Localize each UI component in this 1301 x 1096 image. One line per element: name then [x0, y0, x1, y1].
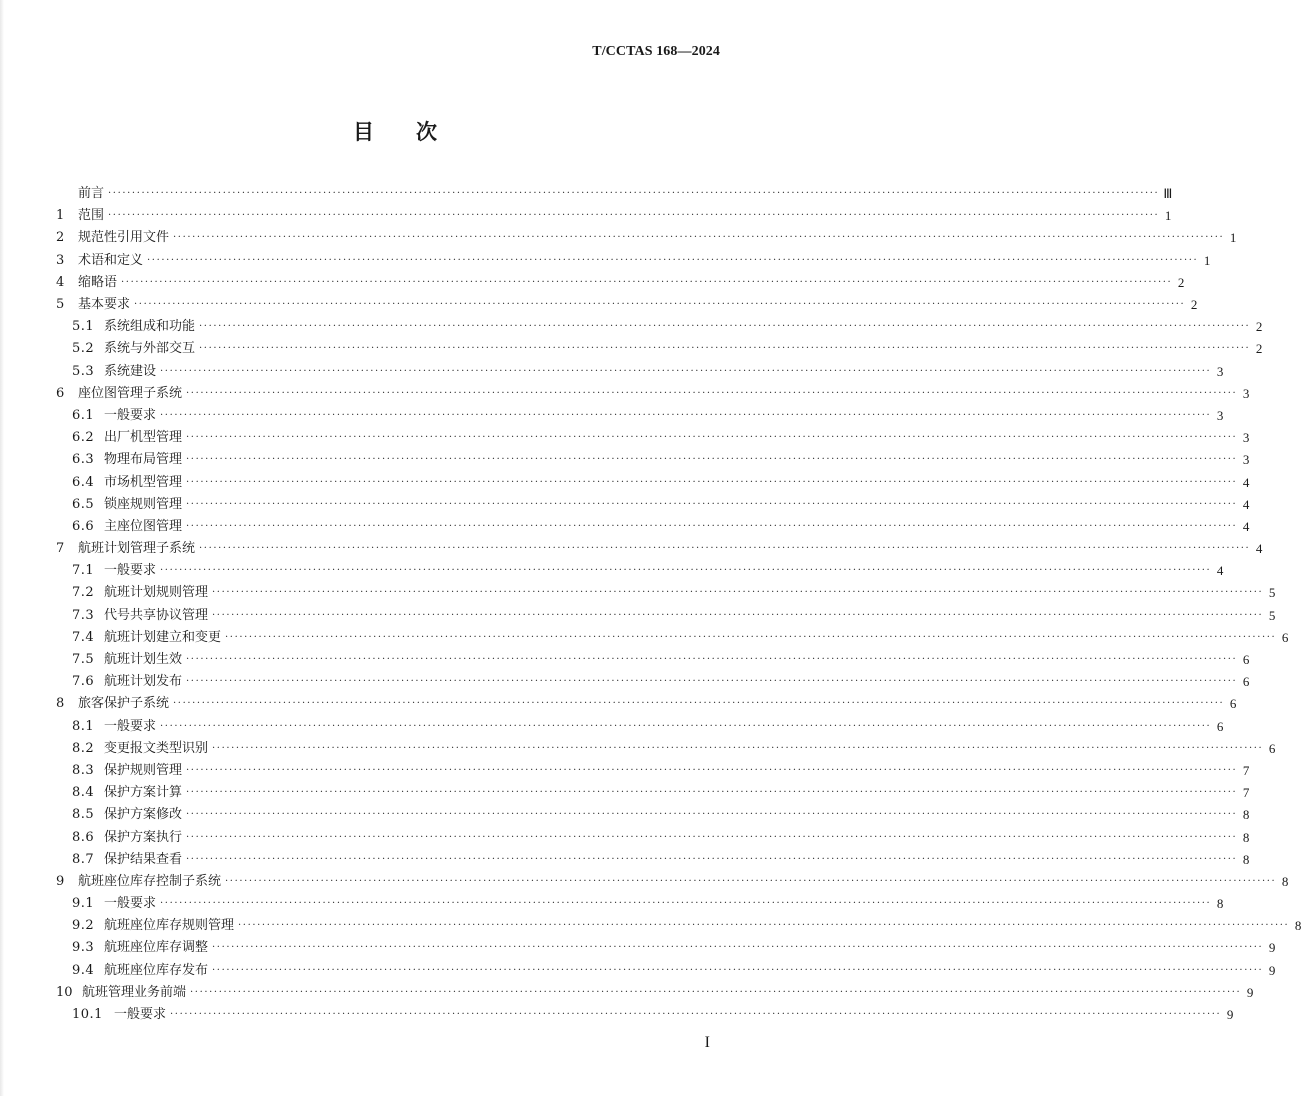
toc-entry-label: 一般要求 [114, 1007, 167, 1023]
toc-entry-label: 航班计划生效 [104, 652, 183, 668]
toc-entry-number: 7.5 [72, 652, 95, 668]
toc-entry-label: 航班座位库存规则管理 [104, 918, 235, 934]
toc-entry-page: 6 [1281, 629, 1289, 645]
toc-entry-label: 旅客保护子系统 [78, 696, 170, 712]
toc-entry-label: 一般要求 [104, 563, 157, 579]
table-of-contents [56, 183, 1301, 1026]
toc-dot-leader: ···························································································································································································································· [108, 210, 1160, 222]
toc-entry-number: 7.3 [72, 607, 95, 623]
toc-dot-leader: ···························································································································································································································· [160, 898, 1212, 910]
toc-entry-label: 座位图管理子系统 [78, 385, 183, 401]
toc-entry-page: 6 [1242, 652, 1250, 668]
toc-entry-number: 8.7 [72, 851, 95, 867]
toc-entry-number: 9.4 [72, 962, 95, 978]
toc-entry-page: 5 [1268, 585, 1276, 601]
toc-entry-number: 5 [56, 297, 65, 313]
toc-dot-leader: ···························································································································································································································· [212, 609, 1264, 621]
toc-entry-page: Ⅲ [1163, 186, 1173, 202]
toc-dot-leader: ···························································································································································································································· [199, 543, 1251, 555]
toc-dot-leader: ···························································································································································································································· [238, 920, 1290, 932]
toc-entry[interactable] [56, 227, 1237, 249]
toc-entry[interactable] [56, 405, 1224, 427]
toc-dot-leader: ···························································································································································································································· [186, 764, 1238, 776]
toc-dot-leader: ···························································································································································································································· [170, 1009, 1222, 1021]
toc-entry-page: 6 [1268, 740, 1276, 756]
toc-entry-label: 代号共享协议管理 [104, 607, 209, 623]
toc-entry-number: 8 [56, 696, 65, 712]
toc-entry-number: 10 [56, 984, 73, 1000]
toc-entry[interactable] [56, 937, 1276, 959]
toc-entry-page: 6 [1216, 718, 1224, 734]
toc-entry[interactable] [56, 449, 1250, 471]
toc-dot-leader: ···························································································································································································································· [134, 299, 1186, 311]
toc-entry-label: 一般要求 [104, 718, 157, 734]
toc-entry-number: 6.4 [72, 474, 95, 490]
toc-entry[interactable] [56, 494, 1250, 516]
toc-dot-leader: ···························································································································································································································· [212, 587, 1264, 599]
toc-entry-number: 4 [56, 274, 65, 290]
toc-entry[interactable] [56, 693, 1237, 715]
page-title: 目次 [353, 119, 479, 144]
toc-dot-leader: ···························································································································································································································· [108, 188, 1160, 200]
toc-entry[interactable] [56, 427, 1250, 449]
toc-dot-leader: ···························································································································································································································· [147, 254, 1199, 266]
toc-entry-label: 航班计划规则管理 [104, 585, 209, 601]
toc-entry[interactable] [56, 738, 1276, 760]
toc-entry-label: 保护方案计算 [104, 785, 183, 801]
toc-entry[interactable] [56, 250, 1211, 272]
toc-entry-label: 主座位图管理 [104, 518, 183, 534]
toc-entry[interactable] [56, 716, 1224, 738]
toc-entry-page: 9 [1268, 962, 1276, 978]
toc-entry-number: 5.2 [72, 341, 95, 357]
toc-entry-number: 7 [56, 541, 65, 557]
toc-entry[interactable] [56, 361, 1224, 383]
toc-entry[interactable] [56, 982, 1254, 1004]
toc-entry[interactable] [56, 627, 1289, 649]
toc-entry[interactable] [56, 560, 1224, 582]
toc-entry-page: 3 [1242, 452, 1250, 468]
toc-entry-page: 7 [1242, 785, 1250, 801]
toc-entry-number: 6.6 [72, 518, 95, 534]
toc-entry[interactable] [56, 782, 1250, 804]
toc-dot-leader: ···························································································································································································································· [186, 387, 1238, 399]
toc-dot-leader: ···························································································································································································································· [186, 454, 1238, 466]
toc-dot-leader: ···························································································································································································································· [186, 476, 1238, 488]
toc-entry[interactable] [56, 960, 1276, 982]
page-number: I [704, 1034, 710, 1051]
toc-entry-page: 8 [1294, 918, 1301, 934]
toc-dot-leader: ···························································································································································································································· [173, 698, 1225, 710]
toc-entry[interactable] [56, 383, 1250, 405]
toc-entry-number: 8.1 [72, 718, 95, 734]
toc-dot-leader: ···························································································································································································································· [186, 809, 1238, 821]
toc-entry-page: 8 [1242, 851, 1250, 867]
toc-dot-leader: ···························································································································································································································· [186, 520, 1238, 532]
toc-entry-number: 10.1 [72, 1007, 103, 1023]
toc-dot-leader: ···························································································································································································································· [186, 853, 1238, 865]
toc-entry-label: 锁座规则管理 [104, 496, 183, 512]
toc-entry-page: 4 [1216, 563, 1224, 579]
toc-entry-number: 9 [56, 873, 65, 889]
toc-entry-label: 系统组成和功能 [104, 319, 196, 335]
toc-entry-label: 规范性引用文件 [78, 230, 170, 246]
toc-dot-leader: ···························································································································································································································· [160, 565, 1212, 577]
toc-entry-page: 5 [1268, 607, 1276, 623]
toc-entry-page: 3 [1216, 407, 1224, 423]
toc-dot-leader: ···························································································································································································································· [186, 787, 1238, 799]
toc-entry-page: 3 [1242, 430, 1250, 446]
toc-entry-label: 变更报文类型识别 [104, 740, 209, 756]
toc-entry-label: 航班计划发布 [104, 674, 183, 690]
toc-entry-page: 8 [1242, 807, 1250, 823]
toc-entry-number: 8.3 [72, 762, 95, 778]
toc-entry-page: 2 [1255, 341, 1263, 357]
toc-entry-label: 出厂机型管理 [104, 430, 183, 446]
toc-entry[interactable] [56, 1004, 1234, 1026]
toc-entry-page: 4 [1242, 474, 1250, 490]
toc-entry-page: 8 [1216, 896, 1224, 912]
toc-entry-number: 2 [56, 230, 65, 246]
toc-entry[interactable] [56, 471, 1250, 493]
toc-entry-page: 9 [1226, 1007, 1234, 1023]
toc-entry-page: 3 [1242, 385, 1250, 401]
toc-entry-number: 9.3 [72, 940, 95, 956]
toc-entry[interactable] [56, 804, 1250, 826]
toc-entry-number: 8.2 [72, 740, 95, 756]
toc-entry-label: 一般要求 [104, 407, 157, 423]
toc-entry[interactable] [56, 760, 1250, 782]
toc-entry-page: 7 [1242, 762, 1250, 778]
toc-dot-leader: ···························································································································································································································· [199, 343, 1251, 355]
toc-dot-leader: ···························································································································································································································· [186, 676, 1238, 688]
toc-entry[interactable] [56, 205, 1172, 227]
toc-entry-label: 航班座位库存调整 [104, 940, 209, 956]
toc-dot-leader: ···························································································································································································································· [212, 964, 1264, 976]
toc-entry-number: 7.6 [72, 674, 95, 690]
toc-entry[interactable] [56, 826, 1250, 848]
toc-entry-page: 9 [1246, 984, 1254, 1000]
toc-dot-leader: ···························································································································································································································· [121, 276, 1173, 288]
toc-entry-page: 2 [1190, 297, 1198, 313]
toc-entry-number: 5.1 [72, 319, 95, 335]
toc-entry-page: 6 [1242, 674, 1250, 690]
toc-entry-label: 保护方案执行 [104, 829, 183, 845]
toc-entry-page: 3 [1216, 363, 1224, 379]
toc-entry-label: 航班管理业务前端 [82, 984, 187, 1000]
toc-entry[interactable] [56, 582, 1276, 604]
toc-dot-leader: ···························································································································································································································· [186, 498, 1238, 510]
toc-dot-leader: ···························································································································································································································· [160, 365, 1212, 377]
toc-entry-label: 缩略语 [78, 274, 118, 290]
toc-entry-label: 一般要求 [104, 896, 157, 912]
toc-entry-number: 6.2 [72, 430, 95, 446]
toc-entry-page: 1 [1164, 208, 1172, 224]
toc-entry[interactable] [56, 316, 1263, 338]
toc-entry-page: 4 [1255, 541, 1263, 557]
toc-dot-leader: ···························································································································································································································· [190, 986, 1242, 998]
toc-entry[interactable] [56, 605, 1276, 627]
toc-entry-page: 4 [1242, 496, 1250, 512]
toc-entry-number: 5.3 [72, 363, 95, 379]
toc-entry-number: 7.4 [72, 629, 95, 645]
toc-entry-page: 1 [1203, 252, 1211, 268]
toc-entry-label: 航班计划管理子系统 [78, 541, 196, 557]
toc-entry[interactable] [56, 671, 1250, 693]
toc-entry-number: 1 [56, 208, 65, 224]
toc-entry[interactable] [56, 649, 1250, 671]
toc-entry[interactable] [56, 915, 1301, 937]
toc-entry-label: 保护方案修改 [104, 807, 183, 823]
toc-dot-leader: ···························································································································································································································· [186, 654, 1238, 666]
toc-entry-number: 3 [56, 252, 65, 268]
toc-entry-label: 市场机型管理 [104, 474, 183, 490]
toc-entry-number: 8.4 [72, 785, 95, 801]
toc-entry-label: 术语和定义 [78, 252, 144, 268]
toc-dot-leader: ···························································································································································································································· [186, 432, 1238, 444]
toc-entry[interactable] [56, 272, 1185, 294]
toc-entry-number: 8.5 [72, 807, 95, 823]
toc-entry[interactable] [56, 871, 1289, 893]
toc-entry-number: 7.1 [72, 563, 95, 579]
toc-dot-leader: ···························································································································································································································· [199, 321, 1251, 333]
toc-dot-leader: ···························································································································································································································· [225, 631, 1277, 643]
toc-entry-label: 航班座位库存控制子系统 [78, 873, 222, 889]
toc-entry-label: 航班计划建立和变更 [104, 629, 222, 645]
toc-entry[interactable] [56, 538, 1263, 560]
toc-dot-leader: ···························································································································································································································· [173, 232, 1225, 244]
toc-entry-number: 9.1 [72, 896, 95, 912]
toc-entry-page: 8 [1242, 829, 1250, 845]
toc-entry-label: 航班座位库存发布 [104, 962, 209, 978]
toc-entry-label: 前言 [78, 186, 105, 202]
toc-entry-page: 6 [1229, 696, 1237, 712]
toc-entry-page: 4 [1242, 518, 1250, 534]
toc-entry-number: 8.6 [72, 829, 95, 845]
toc-dot-leader: ···························································································································································································································· [160, 409, 1212, 421]
toc-entry-page: 2 [1177, 274, 1185, 290]
toc-entry-number: 9.2 [72, 918, 95, 934]
toc-dot-leader: ···························································································································································································································· [212, 942, 1264, 954]
toc-entry-label: 范围 [78, 208, 105, 224]
toc-entry-page: 9 [1268, 940, 1276, 956]
toc-entry-label: 保护结果查看 [104, 851, 183, 867]
toc-entry-number: 6 [56, 385, 65, 401]
toc-entry-label: 保护规则管理 [104, 762, 183, 778]
toc-entry[interactable] [56, 893, 1224, 915]
toc-entry[interactable] [56, 516, 1250, 538]
toc-entry-number: 6.3 [72, 452, 95, 468]
scan-edge [0, 0, 4, 1096]
toc-dot-leader: ···························································································································································································································· [212, 742, 1264, 754]
toc-entry-label: 物理布局管理 [104, 452, 183, 468]
toc-entry[interactable] [56, 183, 1173, 205]
toc-entry-number: 7.2 [72, 585, 95, 601]
toc-entry[interactable] [56, 338, 1263, 360]
toc-dot-leader: ···························································································································································································································· [186, 831, 1238, 843]
document-code: T/CCTAS 168—2024 [592, 44, 720, 59]
toc-entry-page: 2 [1255, 319, 1263, 335]
toc-entry-number: 6.5 [72, 496, 95, 512]
toc-entry-label: 基本要求 [78, 297, 131, 313]
toc-dot-leader: ···························································································································································································································· [225, 875, 1277, 887]
toc-entry-label: 系统建设 [104, 363, 157, 379]
toc-entry[interactable] [56, 849, 1250, 871]
toc-entry-label: 系统与外部交互 [104, 341, 196, 357]
toc-entry-page: 8 [1281, 873, 1289, 889]
toc-entry[interactable] [56, 294, 1198, 316]
toc-entry-page: 1 [1229, 230, 1237, 246]
toc-dot-leader: ···························································································································································································································· [160, 720, 1212, 732]
toc-entry-number: 6.1 [72, 407, 95, 423]
